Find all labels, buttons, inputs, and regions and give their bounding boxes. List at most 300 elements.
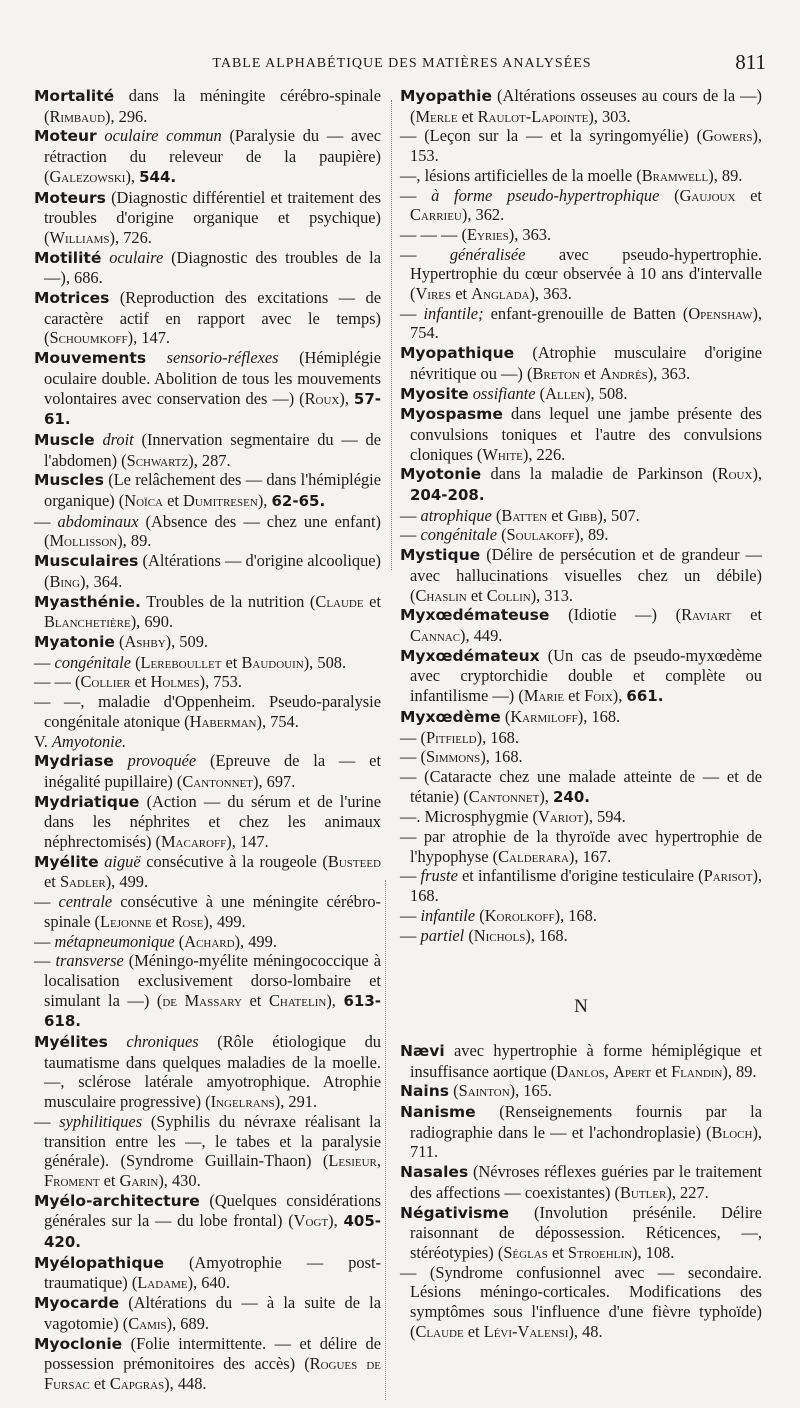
entry-author: Batten bbox=[501, 505, 548, 525]
index-entry bbox=[400, 827, 762, 866]
entry-text: ( bbox=[464, 925, 474, 945]
entry-text: — bbox=[34, 511, 58, 531]
entry-headword: Moteurs bbox=[34, 188, 106, 207]
entry-text: ), 499. bbox=[234, 931, 277, 951]
entry-author: Froment bbox=[44, 1170, 100, 1190]
right-column bbox=[400, 86, 762, 1341]
entry-author: Ingelrans bbox=[210, 1092, 275, 1112]
entry-text: (Reproduction des excitations — de caractère actif en rapport avec le temps) ( bbox=[44, 288, 381, 348]
entry-author: Lesieur bbox=[328, 1151, 377, 1171]
entry-headword: Myxœdème bbox=[400, 707, 501, 726]
entry-text: ), 711. bbox=[410, 1122, 762, 1162]
index-entry bbox=[34, 1253, 381, 1293]
index-entry bbox=[34, 551, 381, 591]
index-entry bbox=[34, 751, 381, 791]
entry-text: — ( bbox=[400, 747, 426, 767]
entry-text: ), 303. bbox=[588, 106, 631, 126]
entry-text: ), bbox=[125, 166, 140, 186]
entry-author: Camis bbox=[128, 1313, 167, 1333]
entry-text: et bbox=[99, 1170, 120, 1190]
entry-text: ), 594. bbox=[583, 807, 626, 827]
entry-italic: fruste bbox=[420, 866, 458, 886]
entry-text: — (Leçon sur la — et la syringomyélie) ( bbox=[400, 126, 703, 146]
entry-text: (Rôle étiologique du taumatisme dans quelques maladies de la moelle. —, sclérose latérale amyotrophique. Atrophie musculaire progressive) ( bbox=[44, 1032, 381, 1112]
entry-headword: Myatonie bbox=[34, 632, 115, 651]
index-entry bbox=[400, 545, 762, 605]
index-entry bbox=[34, 932, 381, 952]
entry-italic: sensorio-réflexes bbox=[146, 348, 279, 368]
entry-text: (Altérations osseuses au cours de la —) ( bbox=[410, 86, 762, 126]
entry-text: (Névroses réflexes guéries par le traitement des affections — coexistantes) ( bbox=[410, 1162, 762, 1202]
entry-text: et bbox=[363, 591, 381, 611]
entry-text: (Innervation segmentaire du — de l'abdomen) ( bbox=[44, 429, 381, 470]
entry-text: dans la méningite cérébro-spinale ( bbox=[44, 86, 381, 126]
entry-text: (Paralysie du — avec rétraction du releveur de la paupière) ( bbox=[44, 126, 382, 186]
entry-headword: Myxœdémateuse bbox=[400, 606, 550, 625]
index-entry bbox=[400, 926, 762, 946]
entry-text: — bbox=[400, 525, 421, 545]
index-entry bbox=[400, 728, 762, 748]
entry-text: ), bbox=[339, 388, 354, 408]
entry-headword: Muscle bbox=[34, 430, 95, 449]
entry-italic: transverse bbox=[55, 951, 124, 971]
entry-text: ), bbox=[326, 990, 344, 1010]
entry-text: ), bbox=[752, 464, 762, 484]
right-entries bbox=[400, 86, 762, 945]
index-entry bbox=[400, 1041, 762, 1081]
entry-headword: Myosite bbox=[400, 384, 469, 403]
entry-text: (Diagnostic des troubles de la —), 686. bbox=[44, 247, 381, 288]
index-entry bbox=[34, 248, 381, 288]
entry-text: avec hypertrophie à forme hémiplégique et insuffisance aortique ( bbox=[410, 1040, 762, 1081]
entry-italic: oculaire commun bbox=[96, 126, 222, 146]
entry-page-bold: 405-420. bbox=[44, 1212, 381, 1252]
index-entry bbox=[400, 807, 762, 827]
entry-text: — bbox=[34, 951, 56, 971]
entry-headword: Myoclonie bbox=[34, 1334, 123, 1353]
entry-author: Breton bbox=[532, 363, 580, 383]
entry-text: (Renseignements fournis par la radiographie dans le — et l'achondroplasie) ( bbox=[410, 1102, 762, 1142]
entry-headword: Myélites bbox=[34, 1033, 108, 1052]
entry-text: (Atrophie musculaire d'origine névritique ou —) ( bbox=[410, 343, 762, 383]
index-entry bbox=[34, 1191, 381, 1253]
entry-text: , bbox=[376, 1151, 381, 1171]
entry-text: ( bbox=[130, 652, 141, 672]
entry-text: (Le relâchement des — dans l'hémiplégie organique) ( bbox=[44, 470, 381, 511]
entry-italic: généralisée bbox=[449, 244, 526, 264]
entry-headword: Myopathique bbox=[400, 344, 515, 363]
entry-italic: droit bbox=[94, 429, 134, 449]
entry-text: — bbox=[400, 244, 450, 264]
entry-text: ), 227. bbox=[666, 1182, 709, 1202]
entry-text: ), 508. bbox=[585, 383, 628, 403]
entry-headword: Motrices bbox=[34, 289, 110, 308]
entry-headword: Nanisme bbox=[400, 1103, 476, 1122]
entry-text: ), 296. bbox=[105, 106, 148, 126]
entry-text: ), 313. bbox=[530, 585, 574, 605]
running-title: TABLE ALPHABÉTIQUE DES MATIÈRES ANALYSÉES bbox=[212, 56, 592, 71]
entry-italic: aiguë bbox=[98, 851, 141, 871]
entry-author: White bbox=[482, 444, 523, 464]
section-letter-n: N bbox=[574, 996, 588, 1018]
entry-author: Macaroff bbox=[160, 832, 227, 852]
index-entry bbox=[34, 1293, 381, 1333]
entry-headword: Mouvements bbox=[34, 349, 147, 368]
index-entry bbox=[400, 343, 762, 383]
entry-text: ), 168. bbox=[480, 747, 523, 767]
index-entry bbox=[34, 592, 381, 632]
entry-text: ), 147. bbox=[226, 832, 269, 852]
entry-text: (Altérations du — à la suite de la vagotomie) ( bbox=[44, 1293, 381, 1333]
entry-italic: congénitale bbox=[420, 525, 497, 545]
entry-author: Raulot-Lapointe bbox=[477, 106, 589, 126]
entry-text: — (Cataracte chez une malade atteinte de — et de tétanie) ( bbox=[400, 766, 762, 806]
entry-text: — bbox=[34, 931, 55, 951]
entry-author: Claude bbox=[415, 1321, 464, 1341]
entry-headword: Motilité bbox=[34, 248, 102, 267]
entry-headword: Myocarde bbox=[34, 1294, 120, 1313]
entry-text: ), 287. bbox=[188, 450, 231, 470]
entry-text: et bbox=[451, 284, 472, 304]
entry-author: Garin bbox=[119, 1170, 159, 1190]
column-divider-top bbox=[391, 100, 392, 570]
entry-author: Cantonnet bbox=[182, 771, 253, 791]
entry-italic: oculaire bbox=[101, 247, 164, 267]
entry-page-bold: 240. bbox=[552, 787, 590, 806]
entry-text: ), 364. bbox=[79, 571, 123, 591]
index-entry bbox=[34, 512, 381, 551]
entry-text: V. bbox=[34, 731, 52, 751]
entry-author: Marie bbox=[523, 686, 565, 706]
entry-author: Capgras bbox=[109, 1374, 165, 1393]
index-entry bbox=[400, 1203, 762, 1263]
entry-author: Blanchetière bbox=[44, 612, 131, 632]
entry-text: (Un cas de pseudo-myxœdème avec cryptorchidie double et complète ou infantilisme —) ( bbox=[410, 645, 762, 706]
index-entry bbox=[34, 692, 381, 731]
entry-text: et bbox=[130, 672, 151, 692]
entry-text: ), 48. bbox=[568, 1321, 603, 1341]
entry-text: ), 754. bbox=[410, 303, 763, 343]
entry-text: ), 754. bbox=[256, 711, 299, 731]
entry-author: Carrieu bbox=[410, 205, 462, 225]
entry-author: Calderara bbox=[498, 846, 569, 866]
entry-author: Lereboullet bbox=[140, 652, 222, 672]
entry-author: Bloch bbox=[711, 1122, 753, 1142]
index-entry bbox=[34, 348, 381, 430]
entry-author: Parisot bbox=[703, 866, 753, 886]
entry-text: ), 362. bbox=[461, 205, 505, 225]
entry-text: ), 363. bbox=[508, 224, 552, 244]
index-entry bbox=[400, 866, 762, 905]
entry-text: consécutive à la rougeole ( bbox=[140, 851, 328, 871]
entry-headword: Myélite bbox=[34, 852, 99, 871]
entry-italic: ossifiante bbox=[468, 383, 536, 403]
entry-text: — bbox=[400, 185, 432, 205]
entry-text: ), 508. bbox=[303, 652, 347, 672]
index-entry bbox=[400, 384, 762, 405]
entry-text: — bbox=[34, 1111, 60, 1131]
entry-text: ( bbox=[535, 383, 546, 403]
entry-author: Raviart bbox=[681, 605, 732, 625]
entry-author: Simmons bbox=[425, 747, 481, 767]
entry-author: Collier bbox=[80, 672, 131, 692]
entry-text: ), bbox=[257, 491, 272, 511]
entry-text: et bbox=[651, 1061, 672, 1081]
index-entry bbox=[400, 166, 762, 186]
entry-text: ), 363. bbox=[529, 284, 572, 304]
entry-text: ( bbox=[449, 1081, 459, 1101]
entry-text: et bbox=[564, 686, 585, 706]
entry-text: et bbox=[547, 1242, 568, 1262]
entry-italic: congénitale bbox=[54, 652, 131, 672]
entry-text: (Quelques considérations générales sur la — du lobe frontal) ( bbox=[44, 1190, 381, 1231]
entry-text: (Absence des — chez une enfant) ( bbox=[44, 511, 381, 551]
entry-headword: Myospasme bbox=[400, 405, 503, 424]
entry-text: ), 167. bbox=[568, 846, 612, 866]
index-entry bbox=[400, 1081, 762, 1102]
entry-text: — ( bbox=[400, 727, 426, 747]
entry-text: ), 690. bbox=[130, 612, 174, 632]
entry-text: (Hémiplégie oculaire double. Abolition de tous les mouvements volontaires avec conservation des —) ( bbox=[44, 348, 381, 408]
entry-text: ), 363. bbox=[647, 363, 691, 383]
entry-text: ), 168. bbox=[476, 727, 519, 747]
entry-text: (Epreuve de la — et inégalité pupillaire) ( bbox=[44, 751, 381, 791]
entry-page-bold: 62-65. bbox=[271, 492, 326, 511]
entry-text: ), 108. bbox=[632, 1242, 675, 1262]
running-header bbox=[34, 50, 770, 80]
index-entry bbox=[400, 747, 762, 767]
entry-text: — —, maladie d'Oppenheim. Pseudo-paralysie congénitale atonique ( bbox=[34, 692, 381, 731]
entry-author: Ashby bbox=[124, 631, 166, 651]
column-divider-bottom bbox=[385, 880, 386, 1400]
index-entry bbox=[400, 464, 762, 505]
index-entry bbox=[400, 1102, 762, 1162]
index-entry bbox=[400, 525, 762, 545]
entry-author: Lévi-Valensi bbox=[483, 1321, 569, 1341]
entry-author: Séglas bbox=[503, 1242, 548, 1262]
entry-author: Galezowski bbox=[49, 166, 126, 186]
index-entry bbox=[400, 304, 762, 343]
entry-italic: atrophique bbox=[420, 505, 492, 525]
entry-headword: Myélo-architecture bbox=[34, 1191, 200, 1210]
index-entry bbox=[400, 767, 762, 807]
entry-headword: Mydriase bbox=[34, 752, 114, 771]
entry-italic: métapneumonique bbox=[54, 931, 175, 951]
entry-text: ( bbox=[114, 631, 125, 651]
entry-text: — bbox=[400, 925, 421, 945]
entry-text: — bbox=[400, 905, 421, 925]
entry-text: ), 499. bbox=[203, 911, 246, 931]
entry-author: Mollisson bbox=[49, 531, 118, 551]
index-entry bbox=[400, 186, 762, 225]
entry-text: dans lequel une jambe présente des convulsions toniques et l'autre des convulsions cloniques ( bbox=[410, 404, 762, 464]
entry-italic: infantile; bbox=[423, 303, 484, 323]
entry-text: — bbox=[400, 866, 421, 886]
entry-author: Karmiloff bbox=[510, 706, 578, 726]
n-entries bbox=[400, 1041, 762, 1342]
entry-page-bold: 661. bbox=[626, 687, 664, 706]
entry-author: Stroehlin bbox=[567, 1242, 633, 1262]
entry-author: Haberman bbox=[189, 711, 257, 731]
entry-author: Rimbaud bbox=[49, 106, 106, 126]
entry-text: —. Microsphygmie ( bbox=[400, 807, 538, 827]
entry-text: et bbox=[151, 911, 172, 931]
entry-text: et bbox=[731, 605, 762, 625]
index-entry bbox=[34, 470, 381, 511]
entry-text: ( bbox=[496, 525, 507, 545]
entry-text: (Amyotrophie — post-traumatique) ( bbox=[44, 1252, 381, 1293]
entry-author: Roux bbox=[304, 388, 340, 408]
entry-author: Collin bbox=[486, 585, 531, 605]
entry-text: (Diagnostic différentiel et traitement des troubles d'origine organique et psychique) ( bbox=[44, 187, 381, 247]
entry-text: et bbox=[241, 990, 269, 1010]
entry-italic: centrale bbox=[58, 892, 113, 912]
index-entry bbox=[34, 288, 381, 348]
entry-text: ( bbox=[491, 505, 502, 525]
entry-text: (Délire de persécution et de grandeur — avec hallucinations visuelles chez un débile) ( bbox=[410, 545, 762, 605]
entry-text: — bbox=[34, 892, 59, 912]
entry-author: Foix bbox=[584, 686, 613, 706]
entry-author: Vires bbox=[415, 284, 452, 304]
index-entry bbox=[34, 86, 381, 126]
entry-headword: Moteur bbox=[34, 127, 97, 146]
entry-text: ), 291. bbox=[274, 1092, 318, 1112]
entry-text: avec pseudo-hypertrophie. Hypertrophie du cœur observée à 10 ans d'intervalle ( bbox=[410, 244, 762, 304]
entry-text: ), 448. bbox=[164, 1374, 207, 1393]
entry-text: et bbox=[457, 106, 478, 126]
entry-italic: abdominaux bbox=[57, 511, 139, 531]
entry-author: Flandin bbox=[671, 1061, 723, 1081]
entry-text: ), 89. bbox=[722, 1061, 757, 1081]
entry-text: ), 430. bbox=[158, 1170, 201, 1190]
entry-text: — bbox=[400, 505, 421, 525]
index-entry bbox=[400, 646, 762, 707]
entry-page-bold: 544. bbox=[139, 167, 177, 186]
entry-author: Vogt bbox=[293, 1211, 329, 1231]
index-entry bbox=[34, 632, 381, 653]
entry-text: ), 226. bbox=[522, 444, 566, 464]
entry-text: enfant-grenouille de Batten ( bbox=[483, 303, 689, 323]
entry-italic: à forme pseudo-hypertrophique bbox=[431, 185, 660, 205]
entry-text: (Involution présénile. Délire raisonnant de dépossession. Réticences, —, stéréotypies) ( bbox=[410, 1202, 762, 1262]
entry-text: ( bbox=[659, 185, 680, 205]
entry-author: Cantonnet bbox=[468, 786, 540, 806]
index-entry bbox=[34, 1032, 381, 1112]
index-entry bbox=[400, 404, 762, 464]
entry-headword: Myotonie bbox=[400, 465, 482, 484]
index-entry bbox=[400, 245, 762, 304]
entry-page-bold: 613-618. bbox=[44, 991, 381, 1031]
entry-text: ( bbox=[475, 905, 485, 925]
index-entry bbox=[34, 852, 381, 892]
entry-text: ), 499. bbox=[105, 872, 149, 892]
entry-text: — bbox=[34, 652, 55, 672]
entry-headword: Myopathie bbox=[400, 87, 493, 105]
index-entry bbox=[400, 605, 762, 645]
entry-text: et bbox=[89, 1374, 110, 1393]
entry-author: Gaujoux bbox=[679, 185, 736, 205]
entry-italic: infantile bbox=[420, 905, 476, 925]
entry-author: Busteed bbox=[327, 851, 381, 871]
entry-author: Claude bbox=[315, 591, 364, 611]
index-entry bbox=[34, 1334, 381, 1394]
entry-italic: Amyotonie. bbox=[51, 731, 127, 751]
entry-page-bold: 204-208. bbox=[410, 486, 485, 505]
index-entry bbox=[400, 1162, 762, 1202]
index-entry bbox=[400, 126, 762, 165]
entry-text: et bbox=[466, 585, 487, 605]
entry-headword: Muscles bbox=[34, 471, 104, 490]
entry-headword: Négativisme bbox=[400, 1203, 510, 1222]
entry-author: de Massary bbox=[162, 990, 242, 1010]
entry-author: Apert bbox=[612, 1061, 652, 1081]
index-entry bbox=[34, 792, 381, 852]
index-entry bbox=[34, 672, 381, 692]
entry-headword: Nævi bbox=[400, 1041, 445, 1060]
entry-text: et bbox=[735, 185, 762, 205]
entry-author: Holmes bbox=[150, 672, 200, 692]
entry-author: Bramwell bbox=[641, 165, 709, 185]
entry-text: , bbox=[604, 1061, 613, 1081]
entry-headword: Musculaires bbox=[34, 552, 139, 571]
entry-text: ), 168. bbox=[525, 925, 568, 945]
entry-page-bold: 57-61. bbox=[44, 389, 381, 429]
entry-author: Nichols bbox=[473, 925, 526, 945]
entry-text: ), 689. bbox=[166, 1313, 209, 1333]
index-entry bbox=[34, 430, 381, 470]
entry-text: et bbox=[547, 505, 568, 525]
entry-author: Noïca bbox=[124, 491, 163, 511]
entry-text: et bbox=[221, 652, 242, 672]
entry-text: Troubles de la nutrition ( bbox=[140, 591, 316, 611]
entry-author: Lejonne bbox=[99, 911, 152, 931]
entry-text: ( bbox=[174, 931, 185, 951]
entry-author: Allen bbox=[545, 383, 586, 403]
index-entry bbox=[34, 1112, 381, 1191]
entry-headword: Nains bbox=[400, 1082, 450, 1101]
entry-text: ), 89. bbox=[708, 165, 743, 185]
index-entry bbox=[34, 653, 381, 673]
entry-author: Achard bbox=[184, 931, 235, 951]
entry-text: et bbox=[579, 363, 600, 383]
entry-author: Sainton bbox=[458, 1081, 510, 1101]
entry-text: ), 697. bbox=[252, 771, 296, 791]
entry-text: ), 165. bbox=[509, 1081, 552, 1101]
entry-headword: Myxœdémateux bbox=[400, 646, 540, 665]
entry-author: Openshaw bbox=[688, 303, 753, 323]
entry-text: ), 509. bbox=[165, 631, 208, 651]
entry-text: (Altérations — d'origine alcoolique) ( bbox=[44, 551, 381, 591]
entry-headword: Mortalité bbox=[34, 87, 115, 105]
entry-text: et bbox=[463, 1321, 484, 1341]
entry-author: Soulakoff bbox=[506, 525, 575, 545]
entry-text: ), 168. bbox=[410, 866, 762, 906]
entry-author: Ladame bbox=[137, 1273, 188, 1293]
entry-author: Pitfield bbox=[425, 727, 477, 747]
entry-author: Rogues de Fursac bbox=[44, 1354, 381, 1393]
entry-author: Danlos bbox=[556, 1061, 605, 1081]
entry-author: Schwartz bbox=[126, 450, 189, 470]
entry-text: —, lésions artificielles de la moelle ( bbox=[400, 165, 642, 185]
entry-headword: Nasales bbox=[400, 1163, 469, 1182]
entry-text: ), 147. bbox=[127, 328, 171, 348]
entry-author: Dumitresen bbox=[183, 491, 258, 511]
entry-author: Andrès bbox=[599, 363, 648, 383]
entry-text: et bbox=[163, 491, 184, 511]
entry-author: Schoumkoff bbox=[49, 328, 128, 348]
entry-headword: Myasthénie. bbox=[34, 592, 141, 611]
index-entry bbox=[34, 732, 381, 752]
